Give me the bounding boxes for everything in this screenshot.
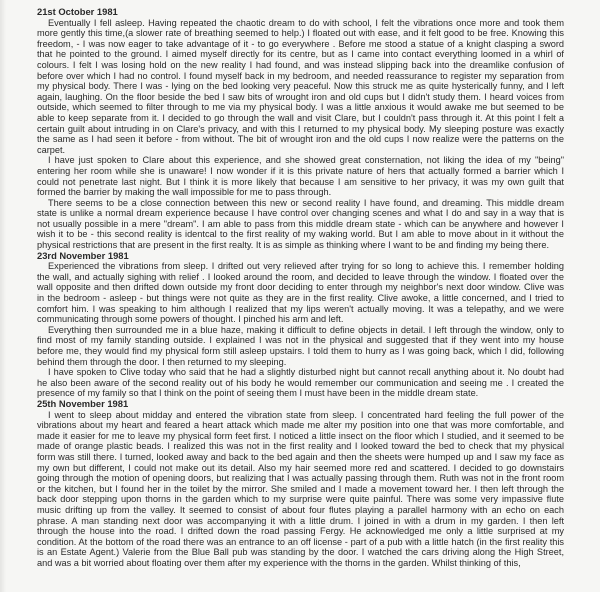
paragraph (37, 325, 564, 367)
paragraph (37, 155, 564, 197)
text-line: wall opposite and then drifted down outside my front door deciding to enter through my neighbor's next door window. Clive was (37, 282, 564, 293)
text-line: wish it to be - this second reality is identcal to the first reality of my waking world. But I am able to move about in it without the (37, 229, 564, 240)
text-line: not usually possible in a mere "dream". I am able to pass from this middle dream state - which can be anywhere and however I (37, 218, 564, 229)
text-line: the same as I had seen it before - from without. The bit of wrought iron and the old cups I now realize were the patterns on the (37, 134, 564, 145)
text-line: my physical body. There I was - lying on the bed looking very peaceful. Now this struck me as quite hysterically funny, and I left (37, 81, 564, 92)
text-line: entering her room while she is unaware! I now wonder if it is this private nature of hers that actually formed a barrier which I (37, 165, 564, 176)
text-line: presence of my family so that I think on the point of seeing them I must have been in the middle dream state. (37, 388, 479, 399)
text-line: more gently this time,(a slower rate of breathing seemed to help.) I floated out with ease, and it felt good to be free. Knowing this (37, 28, 564, 39)
text-line: physical restrictions that are present in the first realty. It is as simple as thinking where I want to be and finding my being there. (37, 240, 550, 251)
page-edge-shadow (0, 0, 6, 592)
text-line: communicating through some powers of thought. I pinched his arm and left. (37, 314, 344, 325)
text-line: going through the motion of opening doors, but realizing that I was actually passing through them. Ruth was not in the front room (37, 473, 564, 484)
text-line: comfort him. I was speaking to him although I realized that my lips weren't actually moving. It was a telepathy, and we were (37, 303, 564, 314)
paragraph (37, 198, 564, 251)
text-line: outside, which seemed to filter through to me via my physical body. I was a little anxious it would awake me but seemed to be (37, 102, 564, 113)
text-line: before over which I had no control. I found myself back in my bedroom, and needed reassurance to register my separation from (37, 70, 564, 81)
text-line: colours. I felt I was losing hold on the new reality I had found, and was instead slipping back into the dreamlike confusion of (37, 59, 564, 70)
text-line: could not penetrate last night. But I think it is more likely that because I am sensitive to her privacy, it was my own guilt that (37, 176, 564, 187)
text-line: Experienced the vibrations from sleep. I drifted out very relieved after trying for so long to achieve this. I remember holding (48, 261, 564, 272)
text-line: back door stepping upon thorns in the garden which to my surprise were quite painful. There was some very impassive flute (37, 494, 564, 505)
text-line: Everything then surrounded me in a blue haze, making it difficult to define objects in detail. I left through the window, only to (48, 324, 564, 335)
text-line: behind them through the door. I then returned to my sleeping. (37, 356, 287, 367)
text-line: I have spoken to Clive today who said that he had a slightly disturbed night but cannot recall anything about it. No doubt had (48, 367, 564, 378)
text-line: is an Estate Agent.) Valerie from the Blue Ball pub was standing by the door. I watched the cars driving along the High Street, (37, 547, 564, 558)
text-line: he also been aware of the second reality out of his body he would remember our communication and seeing me . I created the (37, 377, 564, 388)
journal-entry (37, 7, 564, 251)
text-line: condition. At the bottom of the road there was an entrance to an off license - part of a pub with a little hatch (in the first reality this (37, 536, 564, 547)
text-line: I have just spoken to Clare about this experience, and she showed great consternation, not liking the idea of my "being" (48, 155, 564, 166)
text-line: certain guilt about intruding in on Clare's privacy, and with this I returned to my physical body. My sleeping posture was exactly (37, 123, 564, 134)
text-line: again, laughing. On the floor beside the bed I saw bits of wrought iron and old cups but I didn't study them. I heard voices from (37, 91, 564, 102)
paragraph (37, 410, 564, 569)
text-line: that he pointed to the ground. I aimed myself directly for its centre, but as I came into contact everything loomed in a whirl of (37, 49, 564, 60)
text-line: carpet. (37, 144, 66, 155)
text-line: music drifting up from the valley. It seemed to consist of about four flutes playing a parallel harmony with an echo on each (37, 504, 564, 515)
journal-entry (37, 251, 564, 399)
journal-page (37, 7, 564, 568)
text-line: formed the barrier by making the wall impossible for me to pass through. (37, 187, 332, 198)
journal-entry (37, 399, 564, 569)
text-line: I went to sleep about midday and entered the vibration state from sleep. I concentrated hard feeling the full power of the (48, 409, 564, 420)
text-line: or the kitchen, but I found her in the toilet by the mirror. She smiled and I made a movement toward her. I then left through the (37, 483, 564, 494)
text-line: in the bedroom - asleep - but things were not quite as they are in the first reality. Clive awoke, a little concerned, and I tried to (37, 293, 564, 304)
text-line: made of orange plastic beads. I realized this was not in the first reality and I looked toward the bed to check that my physical (37, 441, 564, 452)
text-line: There seems to be a close connection between this new or second reality I have found, and dreaming. This middle dream (48, 197, 564, 208)
text-line: through the house into the road. I drifted down the road passing Fergy. He acknowledged me only a little surprised at my (37, 526, 564, 537)
text-line: and was a bit worried about floating over them after my experience with the thorns in the garden. Whilst thinking of this, (37, 557, 521, 568)
entry-date-heading: 21st October 1981 (37, 6, 118, 17)
paragraph (37, 18, 564, 156)
text-line: able to keep separate from it. I decided to go through the wall and visit Clare, but I couldn't pass through it. At this point I felt a (37, 112, 564, 123)
text-line: phrase. A man standing next door was accompanying it with a little drum. I joined in with a drum in my garden. I then left (37, 515, 564, 526)
text-line: made it easier for me to leave my physical form feet first. I noticed a little insect on the floor which I studied, and it seemed to be (37, 430, 564, 441)
text-line: the wall, and actually sighing with relief . I looked around the room, and decided to leave through the window. I floated over the (37, 271, 564, 282)
entry-date-heading: 25th November 1981 (37, 397, 129, 409)
text-line: before me, they would find my physical form still asleep upstairs. I told them to hurry as I was going back, which I did, following (37, 346, 564, 356)
text-line: my own but different, I could not make out its detail. Also my hair seemed more red and scattered. I decided to go downstairs (37, 462, 564, 473)
entry-date-heading: 23rd November 1981 (37, 249, 129, 261)
text-line: freedom, - I was now eager to take advantage of it - to go everywhere . Before me stood a statue of a knight clasping a sword (37, 38, 564, 49)
text-line: find most of my family standing outside. I explained I was not in the physical and suggested that if they went into my house (37, 335, 564, 346)
text-line: state is unlike a normal dream experience because I have control over changing scenes and what I do and say in a way that is (37, 208, 564, 219)
text-line: form was still there. I turned, looked away and back to the bed again and then the sheets were humped up and I saw my face as (37, 451, 564, 462)
text-line: vibrations about my heart and feared a heart attack which made me alter my position into one that was more comfortable, and (37, 420, 564, 431)
text-line: Eventually I fell asleep. Having repeated the chaotic dream to do with school, I felt the vibrations once more and took them (48, 17, 564, 28)
paragraph (37, 261, 564, 325)
paragraph (37, 367, 564, 399)
